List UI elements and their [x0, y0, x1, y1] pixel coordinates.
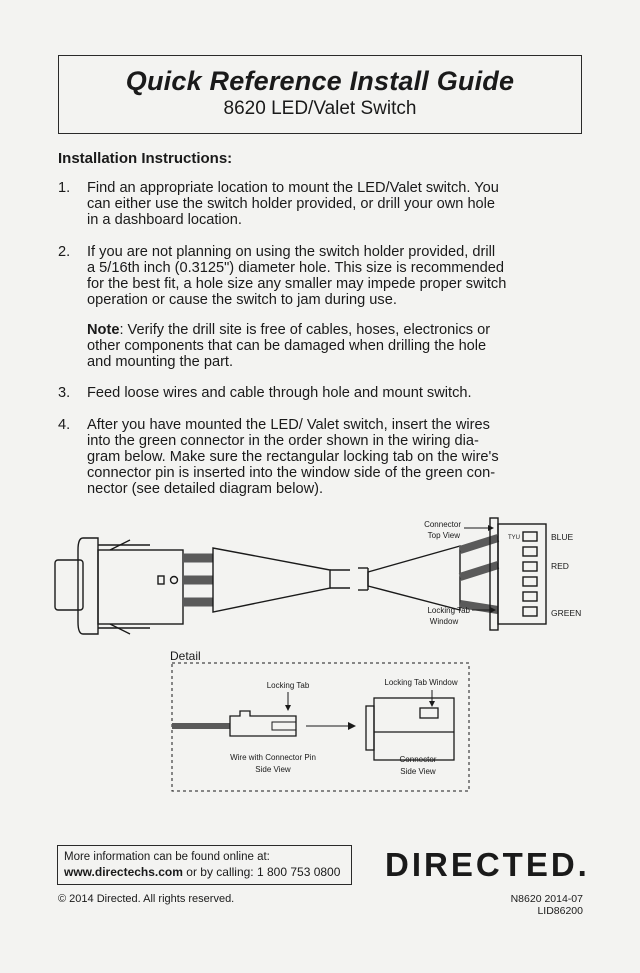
brand-logo: DIRECTED. [385, 846, 590, 883]
led-lead [158, 576, 164, 584]
step-line: connector pin is inserted into the window side of the green con- [87, 465, 496, 481]
step-line: nector (see detailed diagram below). [87, 481, 324, 497]
step-line: in a dashboard location. [87, 212, 242, 228]
step-line: into the green connector in the order shown in the wiring dia- [87, 433, 479, 449]
info-box [57, 845, 352, 885]
locking-tab-window-label: Locking Tab [427, 606, 470, 615]
copyright: © 2014 Directed. All rights reserved. [58, 893, 235, 905]
detail-connector-caption: Connector [399, 755, 437, 764]
info-line [64, 865, 345, 880]
step-number: 1. [58, 180, 71, 196]
detail-wire-caption: Wire with Connector Pin [230, 753, 316, 762]
cable-left [213, 548, 350, 612]
section-heading: Installation Instructions: [58, 150, 233, 167]
step-line: After you have mounted the LED/ Valet switch, insert the wires [87, 417, 490, 433]
connector-top-view-label: Top View [427, 531, 460, 540]
cable-break [358, 568, 368, 590]
switch-clip [110, 624, 130, 634]
step-line: operation or cause the switch to jam during use. [87, 292, 397, 308]
step-number: 4. [58, 417, 71, 433]
connector-top-view-label: Connector [424, 520, 461, 529]
website-link[interactable]: www.directechs.com [64, 865, 183, 879]
locking-tab-window-label: Window [429, 617, 459, 626]
doc-id-line: N8620 2014-07 [510, 893, 583, 905]
detail-wire-caption: Side View [255, 765, 291, 774]
step-number: 3. [58, 385, 71, 401]
arrow-icon [348, 722, 356, 730]
step-text [87, 417, 607, 497]
info-line: More information can be found online at: [64, 851, 270, 863]
wire-label-green: GREEN [551, 608, 582, 618]
note-line: other components that can be damaged when drilling the hole [87, 338, 487, 354]
note-text: : Verify the drill site is free of cables, hoses, electronics or [119, 322, 491, 338]
note-line: and mounting the part. [87, 354, 234, 370]
connector-side [366, 698, 454, 760]
doc-id-line: LID86200 [537, 905, 583, 917]
wire-bundle-left [183, 558, 213, 602]
wire-label-blue: BLUE [551, 532, 574, 542]
wiring-diagram [0, 510, 640, 800]
step-text [87, 244, 607, 308]
arrow-icon [488, 525, 494, 531]
switch-housing [98, 550, 183, 624]
detail-label: Detail [170, 649, 201, 663]
step-line: for the best fit, a hole size any smaller may impede proper switch [87, 276, 507, 292]
note-line [87, 322, 587, 338]
detail-locking-tab-label: Locking Tab [266, 681, 310, 690]
led-lead [171, 577, 178, 584]
step-line: Feed loose wires and cable through hole and mount switch. [87, 385, 472, 401]
step-text [87, 385, 607, 401]
note-label: Note [87, 322, 120, 338]
wire-label-red: RED [551, 561, 569, 571]
cable-right [368, 546, 460, 610]
switch-illustration [55, 538, 183, 634]
phone-number: 1 800 753 0800 [256, 865, 341, 879]
wire-bundle-right [460, 538, 498, 610]
document-id [511, 893, 583, 917]
note-paragraph [87, 322, 587, 370]
step-line: a 5/16th inch (0.3125") diameter hole. This size is recommended [87, 260, 504, 276]
step-number: 2. [58, 244, 71, 260]
arrow-icon [285, 705, 291, 711]
info-text: or by calling: [182, 865, 257, 879]
step-line: gram below. Make sure the rectangular locking tab on the wire's [87, 449, 499, 465]
wire-with-pin [172, 711, 296, 736]
page-title: Quick Reference Install Guide [125, 66, 515, 96]
detail-connector-caption: Side View [400, 767, 436, 776]
tyu-label: TYU [508, 535, 520, 541]
step-line: If you are not planning on using the switch holder provided, drill [87, 244, 496, 260]
arrow-icon [429, 701, 435, 707]
page-subtitle: 8620 LED/Valet Switch [223, 98, 417, 119]
step-line: can either use the switch holder provided, or drill your own hole [87, 196, 496, 212]
title-box [58, 55, 582, 134]
step-text [87, 180, 607, 228]
switch-button [55, 560, 83, 610]
switch-bezel [78, 538, 98, 634]
step-line: Find an appropriate location to mount the LED/Valet switch. You [87, 180, 499, 196]
detail-locking-tab-window-label: Locking Tab Window [384, 678, 458, 687]
